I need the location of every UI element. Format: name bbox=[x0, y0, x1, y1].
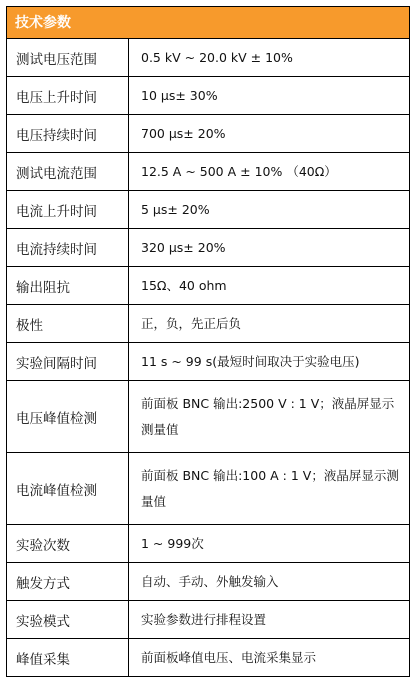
param-name: 测试电流范围 bbox=[7, 153, 129, 190]
param-name: 实验间隔时间 bbox=[7, 343, 129, 380]
param-name: 电流峰值检测 bbox=[7, 453, 129, 524]
table-row bbox=[7, 191, 409, 229]
table-row bbox=[7, 453, 409, 525]
param-name: 实验次数 bbox=[7, 525, 129, 562]
table-row bbox=[7, 343, 409, 381]
table-row bbox=[7, 563, 409, 601]
param-name: 触发方式 bbox=[7, 563, 129, 600]
param-value: 自动、手动、外触发输入 bbox=[141, 573, 279, 589]
table-row bbox=[7, 77, 409, 115]
table-row bbox=[7, 153, 409, 191]
table-row bbox=[7, 639, 409, 676]
param-value: 正，负，先正后负 bbox=[141, 315, 242, 331]
param-name: 实验模式 bbox=[7, 601, 129, 638]
table-row bbox=[7, 601, 409, 639]
param-name: 电流上升时间 bbox=[7, 191, 129, 228]
param-name: 峰值采集 bbox=[7, 639, 129, 676]
param-value: 1 ~ 999次 bbox=[141, 535, 204, 551]
param-name: 电压峰值检测 bbox=[7, 381, 129, 452]
param-name: 极性 bbox=[7, 305, 129, 342]
table-header: 技术参数 bbox=[7, 7, 409, 39]
table-row bbox=[7, 229, 409, 267]
param-name: 电压持续时间 bbox=[7, 115, 129, 152]
table-row bbox=[7, 39, 409, 77]
param-value: 实验参数进行排程设置 bbox=[141, 611, 267, 627]
param-value: 0.5 kV ~ 20.0 kV ± 10% bbox=[141, 49, 293, 65]
param-value: 700 μs± 20% bbox=[141, 125, 226, 141]
param-value: 5 μs± 20% bbox=[141, 201, 210, 217]
param-value: 前面板 BNC 输出:100 A : 1 V；液晶屏显示测量值 bbox=[141, 467, 399, 509]
param-name: 电压上升时间 bbox=[7, 77, 129, 114]
param-value: 12.5 A ~ 500 A ± 10% （40Ω） bbox=[141, 163, 337, 179]
param-name: 电流持续时间 bbox=[7, 229, 129, 266]
param-value: 320 μs± 20% bbox=[141, 239, 226, 255]
table-row bbox=[7, 381, 409, 453]
table-row bbox=[7, 115, 409, 153]
spec-table bbox=[6, 6, 410, 677]
param-value: 前面板 BNC 输出:2500 V : 1 V；液晶屏显示测量值 bbox=[141, 395, 395, 437]
param-value: 10 μs± 30% bbox=[141, 87, 218, 103]
param-value: 前面板峰值电压、电流采集显示 bbox=[141, 649, 317, 665]
table-row bbox=[7, 267, 409, 305]
table-row bbox=[7, 305, 409, 343]
param-value: 15Ω、40 ohm bbox=[141, 277, 227, 293]
param-name: 测试电压范围 bbox=[7, 39, 129, 76]
param-value: 11 s ~ 99 s(最短时间取决于实验电压) bbox=[141, 353, 360, 369]
table-row bbox=[7, 525, 409, 563]
param-name: 输出阻抗 bbox=[7, 267, 129, 304]
